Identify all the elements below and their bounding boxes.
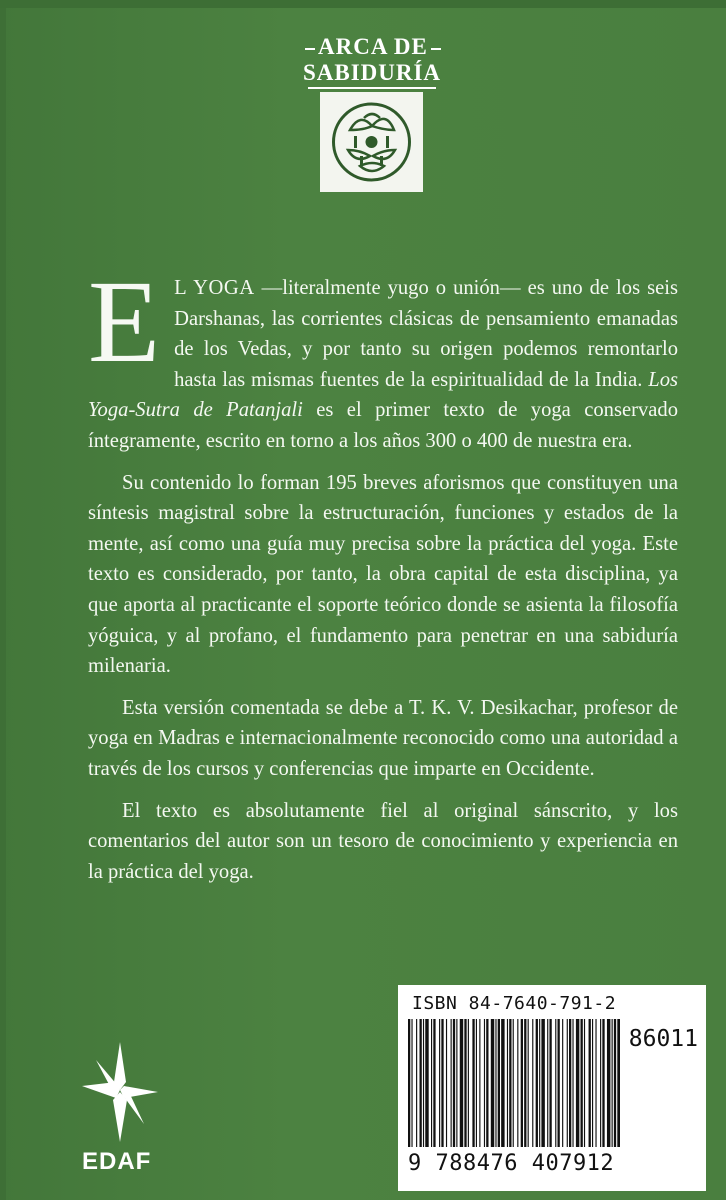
series-logo xyxy=(302,34,442,93)
series-name-line2: SABIDURÍA xyxy=(302,60,442,85)
publisher-name: EDAF xyxy=(82,1148,152,1175)
price-code: 86011 xyxy=(628,1026,698,1052)
series-rule xyxy=(308,87,436,89)
barcode-bars xyxy=(408,1019,620,1151)
paragraph-1-text-b: es el primer texto de yoga conservado íntegramente, escrito en torno a los años 300 o 400 de nuestra era. xyxy=(88,399,679,452)
edaf-star-logo-icon xyxy=(82,1042,158,1142)
work-title: Los Yoga-Sutra de Patanjali xyxy=(88,368,678,422)
drop-cap: E xyxy=(88,256,161,387)
ean-number: 9 788476 407912 xyxy=(408,1151,615,1176)
paragraph-1 xyxy=(88,256,679,457)
blurb-text xyxy=(88,256,679,898)
isbn-label: ISBN 84-7640-791-2 xyxy=(412,993,617,1014)
top-edge xyxy=(0,0,726,8)
paragraph-2: Su contenido lo forman 195 breves aforismos que constituyen una síntesis magistral sobre la estructuración, funciones y estados de la mente, así como una guía muy precisa sobre la práctica del yoga. Este texto es considerado, por tanto, la obra capital de esta disciplina, ya que aporta al practicante el soporte teórico donde se asienta la filosofía yóguica, y al profano, el fundamento para penetrar en una sabiduría milenaria. xyxy=(88,471,678,678)
paragraph-3: Esta versión comentada se debe a T. K. V. Desikachar, profesor de yoga en Madras e internacionalmente reconocido como una autoridad a través de los cursos y conferencias que imparte en Occidente. xyxy=(88,696,678,780)
spine-edge xyxy=(0,0,6,1200)
paragraph-4: El texto es absolutamente fiel al original sánscrito, y los comentarios del autor son un tesoro de conocimiento y experiencia en la práctica del yoga. xyxy=(88,799,678,883)
lead-in: L YOGA xyxy=(174,277,255,299)
paragraph-1-text-a: —literalmente yugo o unión— es uno de los seis Darshanas, las corrientes clásicas de pensamiento emanadas de los Vedas, y por tanto su origen podemos remontarlo hasta las mismas fuentes de la espiritualidad de la India. xyxy=(174,277,678,391)
series-name-line1: ARCA DE xyxy=(302,34,442,60)
lotus-birds-emblem-icon xyxy=(320,92,423,192)
barcode-box xyxy=(398,985,706,1191)
